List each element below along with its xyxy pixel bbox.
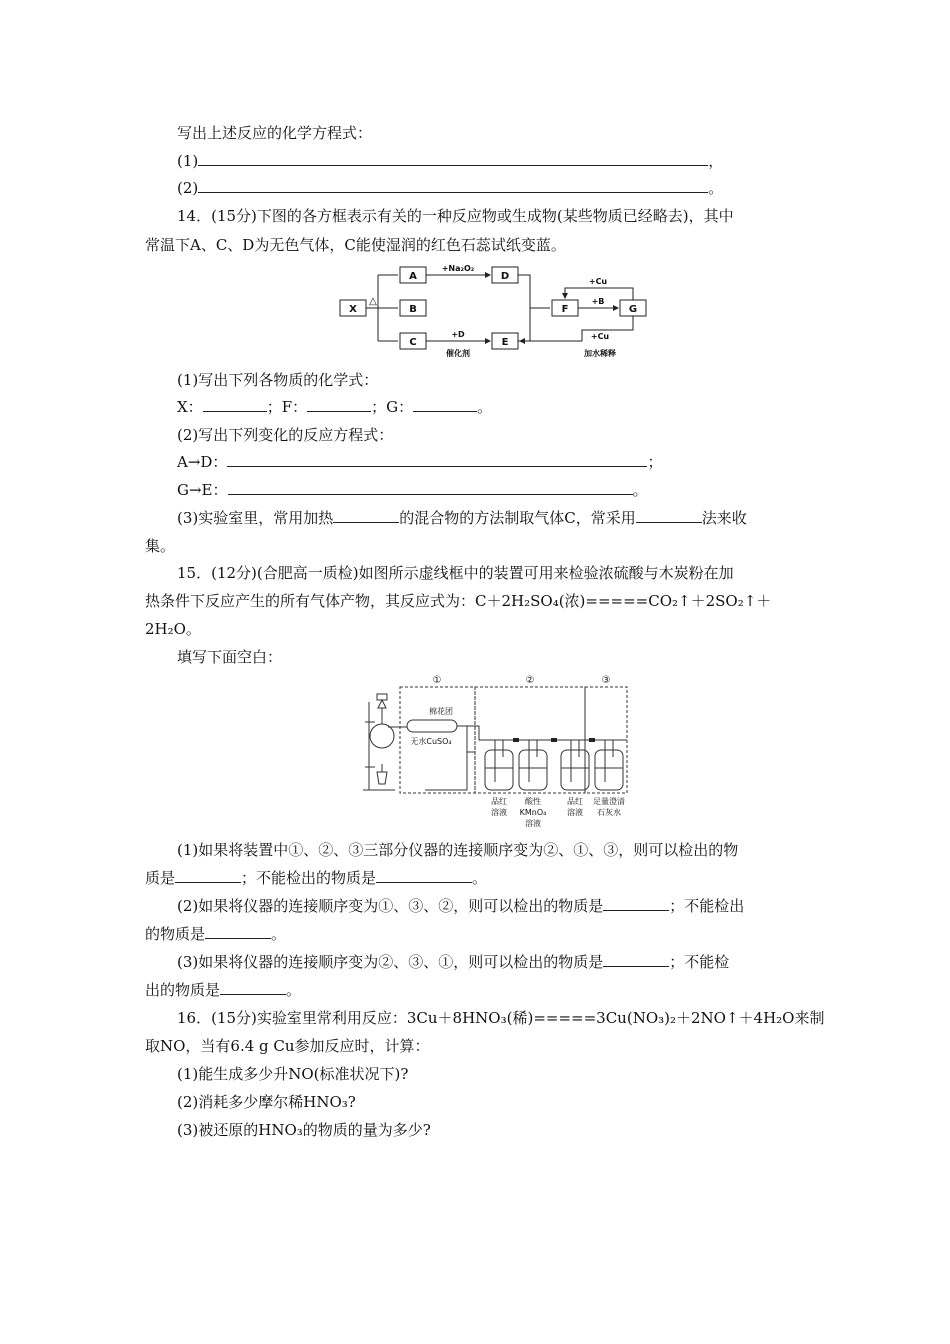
q15-head: 15．(12分)(合肥高一质检)如图所示虚线框中的装置可用来检验浓硫酸与木炭粉在加 <box>177 564 734 582</box>
q15-s3 <box>177 952 729 972</box>
q15-fill-prompt: 填写下面空白： <box>177 648 283 666</box>
q14-g-to-e-blank[interactable] <box>228 480 633 495</box>
q14-g-blank[interactable] <box>413 397 477 412</box>
q15-s2d: 。 <box>271 925 287 943</box>
bottle-2-label-2: KMnO₄ <box>519 808 547 817</box>
box-d: D <box>500 271 510 282</box>
q14-a-to-d-end: ； <box>647 453 663 471</box>
q14-g-to-e <box>177 480 648 500</box>
q16-s1: (1)能生成多少升NO(标准状况下)? <box>177 1065 409 1083</box>
box-c: C <box>409 337 417 348</box>
part-3-label: ③ <box>601 675 611 686</box>
q15-s2b: ；不能检出 <box>669 897 745 915</box>
q15-s1-blank-1[interactable] <box>175 868 241 883</box>
q14-g-label: ；G： <box>371 398 414 416</box>
q15-s1-fill <box>145 868 487 888</box>
bottle-1-label-2: 溶液 <box>491 808 507 817</box>
q14-p1-fill <box>177 397 492 417</box>
cotton-label: 棉花团 <box>429 707 453 716</box>
q13-item1-label: (1) <box>177 152 199 170</box>
q14-g-to-e-end: 。 <box>632 481 648 499</box>
plus-cu-top-label: +Cu <box>588 277 608 286</box>
q14-f-label: ；F： <box>266 398 308 416</box>
q16-s2: (2)消耗多少摩尔稀HNO₃? <box>177 1093 356 1111</box>
q13-item1-end: ， <box>708 152 724 170</box>
q14-head2: 常温下A、C、D为无色气体，C能使湿润的红色石蕊试纸变蓝。 <box>145 236 566 254</box>
q14-a-to-d-label: A→D： <box>177 453 228 471</box>
q15-s2a: (2)如果将仪器的连接顺序变为①、③、②，则可以检出的物质是 <box>177 897 604 915</box>
q14-p3-c: 法来收 <box>701 509 747 527</box>
q14-p3-a: (3)实验室里，常用加热 <box>177 509 334 527</box>
box-x: X <box>349 304 357 315</box>
part-2-label: ② <box>525 675 535 686</box>
q16-s3: (3)被还原的HNO₃的物质的量为多少? <box>177 1121 431 1139</box>
q15-s1c: ；不能检出的物质是 <box>241 869 377 887</box>
catalyst-label: 催化剂 <box>446 349 470 358</box>
box-b: B <box>409 304 417 315</box>
q15-s1a: (1)如果将装置中①、②、③三部分仪器的连接顺序变为②、①、③，则可以检出的物 <box>177 841 739 859</box>
plus-cu-bottom-label: +Cu <box>590 332 610 341</box>
q15-s1b: 质是 <box>145 869 176 887</box>
q16-head2: 取NO，当有6.4 g Cu参加反应时，计算： <box>145 1037 430 1055</box>
q13-prompt: 写出上述反应的化学方程式： <box>177 124 373 142</box>
q15-s2-line2 <box>145 924 286 944</box>
bottle-4-label-2: 石灰水 <box>597 808 621 817</box>
cuso4-label: 无水CuSO₄ <box>410 737 452 746</box>
q15-s2-blank-2[interactable] <box>205 924 271 939</box>
q14-x-blank[interactable] <box>203 397 267 412</box>
q15-s1-blank-2[interactable] <box>376 868 472 883</box>
q14-p3-blank-1[interactable] <box>333 508 399 523</box>
q15-s2 <box>177 896 744 916</box>
bottle-3-label-1: 品红 <box>567 797 583 806</box>
q14-f-blank[interactable] <box>307 397 371 412</box>
q15-apparatus-diagram <box>355 672 635 832</box>
q13-blank-1[interactable] <box>198 151 708 166</box>
plus-d-label: +D <box>451 330 465 339</box>
dilute-label: 加水稀释 <box>584 349 616 358</box>
q13-item2-label: (2) <box>177 179 199 197</box>
box-a: A <box>409 271 417 282</box>
q15-s3c: 出的物质是 <box>145 981 221 999</box>
q14-p2: (2)写出下列变化的反应方程式： <box>177 426 394 444</box>
plus-b-label: +B <box>591 297 605 306</box>
q14-p1: (1)写出下列各物质的化学式： <box>177 371 379 389</box>
q15-s3-blank-1[interactable] <box>603 952 669 967</box>
delta-label: △ <box>369 296 377 307</box>
q15-s1d: 。 <box>472 869 488 887</box>
q14-p3-b: 的混合物的方法制取气体C，常采用 <box>399 509 636 527</box>
q14-p3 <box>177 508 747 528</box>
q15-head3: 2H₂O。 <box>145 620 201 638</box>
q13-item2 <box>177 178 723 198</box>
box-f: F <box>561 304 569 315</box>
bottle-2-label-3: 溶液 <box>525 819 541 828</box>
q14-p1-end: 。 <box>477 398 493 416</box>
bottle-2-label-1: 酸性 <box>525 797 541 806</box>
na2o2-label: +Na₂O₂ <box>441 264 475 273</box>
q14-head: 14．(15分)下图的各方框表示有关的一种反应物或生成物(某些物质已经略去)，其中 <box>177 207 734 225</box>
bottle-3-label-2: 溶液 <box>567 808 583 817</box>
q13-blank-2[interactable] <box>198 178 708 193</box>
q15-s3-blank-2[interactable] <box>220 980 286 995</box>
q15-s3d: 。 <box>286 981 302 999</box>
q15-s2c: 的物质是 <box>145 925 206 943</box>
q14-a-to-d <box>177 452 662 472</box>
q14-x-label: X： <box>177 398 203 416</box>
q14-p3-d: 集。 <box>145 537 176 555</box>
q15-s3b: ；不能检 <box>669 953 730 971</box>
q14-a-to-d-blank[interactable] <box>227 452 647 467</box>
q14-p3-blank-2[interactable] <box>636 508 702 523</box>
q15-s2-blank-1[interactable] <box>603 896 669 911</box>
q15-s3-line2 <box>145 980 301 1000</box>
bottle-4-label-1: 足量澄清 <box>593 797 625 806</box>
q14-g-to-e-label: G→E： <box>177 481 228 499</box>
q13-item1 <box>177 151 723 171</box>
q15-s3a: (3)如果将仪器的连接顺序变为②、③、①，则可以检出的物质是 <box>177 953 604 971</box>
q16-head: 16．(15分)实验室里常利用反应：3Cu＋8HNO₃(稀)=====3Cu(NO₃)₂＋2NO↑＋4H₂O来制 <box>177 1009 825 1027</box>
bottle-1-label-1: 品红 <box>491 797 507 806</box>
q14-reaction-diagram <box>330 260 660 360</box>
q15-head2: 热条件下反应产生的所有气体产物，其反应式为：C＋2H₂SO₄(浓)=====CO₂↑＋2SO₂↑＋ <box>145 592 772 610</box>
part-1-label: ① <box>432 675 442 686</box>
q13-item2-end: 。 <box>708 179 724 197</box>
box-e: E <box>501 337 509 348</box>
box-g: G <box>628 304 638 315</box>
